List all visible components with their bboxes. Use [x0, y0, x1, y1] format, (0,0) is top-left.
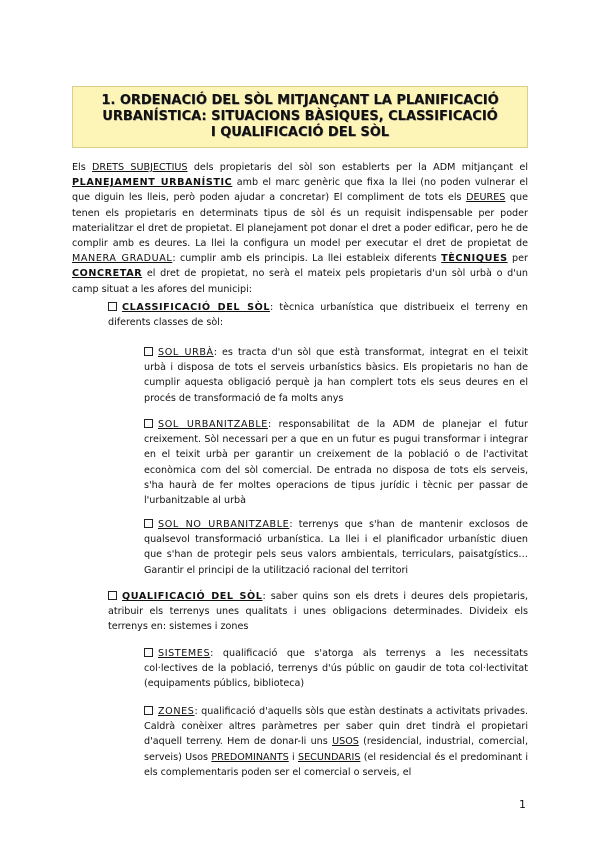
term-predominants: PREDOMINANTS: [211, 751, 289, 763]
list-item-qualificacio: QUALIFICACIÓ DEL SÒL: saber quins son els drets i deures dels propietaris, atribuir els terrenys unes qualitats i unes obligacions determinades. Divideix els terrenys en: sistemes i zones: [108, 591, 528, 633]
checkbox-icon: [144, 347, 153, 356]
list-item-sol-urbanitzable: SOL URBANITZABLE: responsabilitat de la ADM de planejar el futur creixement. Sòl necessari per a que en un futur es pugui transformar i integrar en el teixit urbà per garantir un creixement de la població o de l'activitat econòmica com del sòl comercial. De entrada no disposa de tots els serveis, s'ha haurà de fer moltes operacions de tipus jurídic i tècnic per passar de l'urbanitzable al urbà: [144, 419, 529, 507]
heading-line-1: 1. ORDENACIÓ DEL SÒL MITJANÇANT LA PLANIFICACIÓ: [101, 93, 499, 108]
list-item-sistemes: SISTEMES: qualificació que s'atorga als terrenys a les necessitats col·lectives de la població, terrenys d'ús públic on gaudir de tota col·lectivitat (equipaments públics, biblioteca): [144, 648, 528, 690]
term-secundaris: SECUNDARIS: [298, 751, 361, 763]
heading-line-3: I QUALIFICACIÓ DEL SÒL: [210, 125, 390, 140]
term-planejament-urbanistic: PLANEJAMENT URBANÍSTIC: [72, 177, 233, 189]
term-tecniques: TÈCNIQUES: [441, 253, 508, 265]
section-heading: [72, 86, 528, 148]
list-item-classificacio: CLASSIFICACIÓ DEL SÒL: tècnica urbanística que distribueix el terreny en diferents classes de sòl:: [108, 302, 528, 329]
list-item-zones: ZONES: qualificació d'aquells sòls que estàn destinats a activitats privades. Caldrà conèixer altres paràmetres per saber quin dret tindrà el propietari d'aquell terreny. Hem de donar-li uns USOS (residencial, industrial, comercial, serveis) Usos PREDOMINANTS i SECUNDARIS (el residencial és el predominant i els complementaris poden ser el comercial o serveis, el: [144, 706, 528, 778]
checkbox-icon: [108, 591, 117, 600]
term-classificacio: CLASSIFICACIÓ DEL SÒL: [122, 302, 271, 313]
term-deures: DEURES: [466, 192, 506, 204]
intro-paragraph: Els DRETS SUBJECTIUS dels propietaris del sòl son establerts per la ADM mitjançant el PLANEJAMENT URBANÍSTIC amb el marc genèric que fixa la llei (no poden vulnerar el que diguin les lleis, però poden ajudar a concretar) El compliment de tots els DEURES que tenen els propietaris en determinats tipus de sòl és un requisit indispensable per poder materialitzar el dret de propietat. El planejament pot donar el dret a poder edificar, pero he de complir amb es deures. La llei la configura un model per executar el dret de propietat de MANERA GRADUAL: cumplir amb els principis. La llei estableix diferents TÈCNIQUES per CONCRETAR el dret de propietat, no serà el mateix pels propietaris d'un sòl urbà o d'un camp situat a les afores del municipi:: [72, 162, 528, 295]
page-number: 1: [519, 798, 526, 811]
term-manera-gradual: MANERA GRADUAL: [72, 253, 173, 265]
term-sol-no-urbanitzable: SOL NO URBANITZABLE: [158, 519, 290, 530]
term-zones: ZONES: [158, 706, 195, 717]
checkbox-icon: [144, 419, 153, 428]
term-drets-subjectius: DRETS SUBJECTIUS: [92, 162, 188, 173]
term-sol-urbanitzable: SOL URBANITZABLE: [158, 419, 268, 430]
checkbox-icon: [144, 706, 153, 715]
checkbox-icon: [144, 519, 153, 528]
heading-line-2: URBANÍSTICA: SITUACIONS BÀSIQUES, CLASSIFICACIÓ: [102, 109, 498, 124]
list-item-sol-no-urbanitzable: SOL NO URBANITZABLE: terrenys que s'han de mantenir exclosos de qualsevol transformació urbanística. La llei i el planificador urbanístic diuen que s'han de protegir pels seus valors ambientals, terriculars, paisatgístics… Garantir el principi de la utilització racional del territori: [144, 519, 528, 576]
term-sol-urba: SOL URBÀ: [158, 347, 214, 358]
term-sistemes: SISTEMES: [158, 648, 211, 659]
list-item-sol-urba: SOL URBÀ: es tracta d'un sòl que està transformat, integrat en el teixit urbà i disposa de tots el serveis urbanístics bàsics. Els propietaris no han de cumplir aquesta obligació perquè ja han complert tots els seus deures en el procés de transformació de fa molts anys: [144, 347, 528, 404]
checkbox-icon: [108, 302, 117, 311]
term-usos: USOS: [332, 736, 359, 748]
term-qualificacio: QUALIFICACIÓ DEL SÒL: [122, 591, 263, 602]
term-concretar: CONCRETAR: [72, 268, 143, 280]
checkbox-icon: [144, 648, 153, 657]
